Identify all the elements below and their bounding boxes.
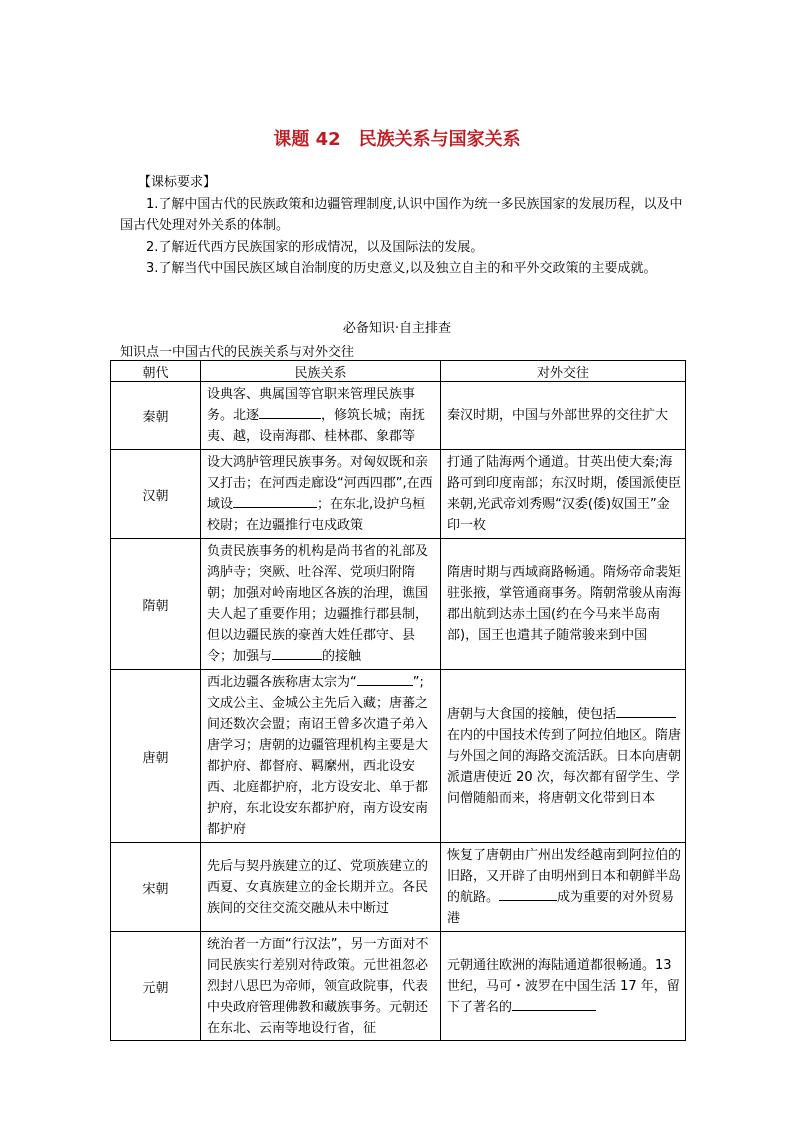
curriculum-requirements (120, 172, 690, 280)
foreign-cell: 唐朝与大食国的接触，使包括在内的中国技术传到了阿拉伯地区。隋唐与外国之间的海路交流活跃。日本向唐朝派遣唐使近 20 次，每次都有留学生、学问僧随船而来，将唐朝文化带到日本 (441, 670, 686, 843)
fill-blank[interactable] (499, 887, 557, 901)
header-dynasty: 朝代 (111, 361, 201, 382)
dynasty-cell: 唐朝 (111, 670, 201, 843)
fill-blank[interactable] (357, 672, 413, 686)
relations-cell: 设典客、典属国等官职来管理民族事务。北逐 ，修筑长城；南抚夷、越，设南海郡、桂林郡、象郡等 (201, 382, 441, 450)
fill-blank[interactable] (272, 646, 322, 660)
relations-cell: 先后与契丹族建立的辽、党项族建立的西夏、女真族建立的金长期并立。各民族间的交往交流交融从未中断过 (201, 843, 441, 932)
foreign-cell: 秦汉时期，中国与外部世界的交往扩大 (441, 382, 686, 450)
dynasty-cell: 元朝 (111, 932, 201, 1041)
foreign-cell: 隋唐时期与西域商路畅通。隋炀帝命裴矩驻张掖，掌管通商事务。隋朝常骏从南海郡出航到达赤土国(约在今马来半岛南部)，国王也遣其子随常骏来到中国 (441, 539, 686, 670)
table-header-row (111, 361, 686, 382)
table-row (111, 843, 686, 932)
dynasty-cell: 秦朝 (111, 382, 201, 450)
table-row (111, 670, 686, 843)
requirement-item: 2.了解近代西方民族国家的形成情况，以及国际法的发展。 (146, 239, 484, 255)
relations-cell: 西北边疆各族称唐太宗为“ ”;文成公主、金城公主先后入藏；唐蕃之间还数次会盟；南诏王曾多次遣子弟入唐学习；唐朝的边疆管理机构主要是大都护府、都督府、羁縻州，西北设安西、北庭都护府，北方设安北、单于都护府，东北设安东都护府，南方设安南都护府 (201, 670, 441, 843)
table-row (111, 539, 686, 670)
knowledge-point-title: 知识点一中国古代的民族关系与对外交往 (120, 345, 355, 360)
table-row (111, 932, 686, 1041)
foreign-cell: 恢复了唐朝由广州出发经越南到阿拉伯的旧路，又开辟了由明州到日本和朝鲜半岛的航路。 成为重要的对外贸易港 (441, 843, 686, 932)
relations-cell: 负责民族事务的机构是尚书省的礼部及鸿胪寺；突厥、吐谷浑、党项归附隋朝；加强对岭南地区各族的治理，谯国夫人起了重要作用；边疆推行郡县制，但以边疆民族的豪酋大姓任郡守、县令；加强与 的接触 (201, 539, 441, 670)
fill-blank[interactable] (616, 704, 676, 718)
table-row (111, 382, 686, 450)
fill-blank[interactable] (512, 997, 596, 1011)
dynasty-cell: 隋朝 (111, 539, 201, 670)
requirement-item: 3.了解当代中国民族区域自治制度的历史意义,以及独立自主的和平外交政策的主要成就。 (146, 261, 657, 276)
table-row (111, 450, 686, 539)
dynasty-relations-table (110, 360, 686, 1041)
relations-cell: 设大鸿胪管理民族事务。对匈奴既和亲又打击；在河西走廊设“河西四郡”,在西域设 ；在东北,设护乌桓校尉；在边疆推行屯戍政策 (201, 450, 441, 539)
fill-blank[interactable] (233, 494, 317, 508)
requirements-heading: 【课标要求】 (138, 175, 217, 190)
requirement-item: 1.了解中国古代的民族政策和边疆管理制度,认识中国作为统一多民族国家的发展历程，以及中国古代处理对外关系的体制。 (120, 196, 683, 233)
dynasty-cell: 宋朝 (111, 843, 201, 932)
fill-blank[interactable] (259, 405, 321, 419)
section-title: 必备知识·自主排查 (342, 321, 452, 336)
relations-cell: 统治者一方面“行汉法”，另一方面对不同民族实行差别对待政策。元世祖忽必烈封八思巴为帝师，领宣政院事，代表中央政府管理佛教和藏族事务。元朝还在东北、云南等地设行省，征 (201, 932, 441, 1041)
header-relations: 民族关系 (201, 361, 441, 382)
header-foreign: 对外交往 (441, 361, 686, 382)
foreign-cell: 元朝通往欧洲的海陆通道都很畅通。13 世纪，马可・波罗在中国生活 17 年，留下了著名的 (441, 932, 686, 1041)
dynasty-cell: 汉朝 (111, 450, 201, 539)
foreign-cell: 打通了陆海两个通道。甘英出使大秦;海路可到印度南部；东汉时期，倭国派使臣来朝,光武帝刘秀赐“汉委(倭)奴国王”金印一枚 (441, 450, 686, 539)
page-title: 课题 42 民族关系与国家关系 (273, 129, 521, 150)
